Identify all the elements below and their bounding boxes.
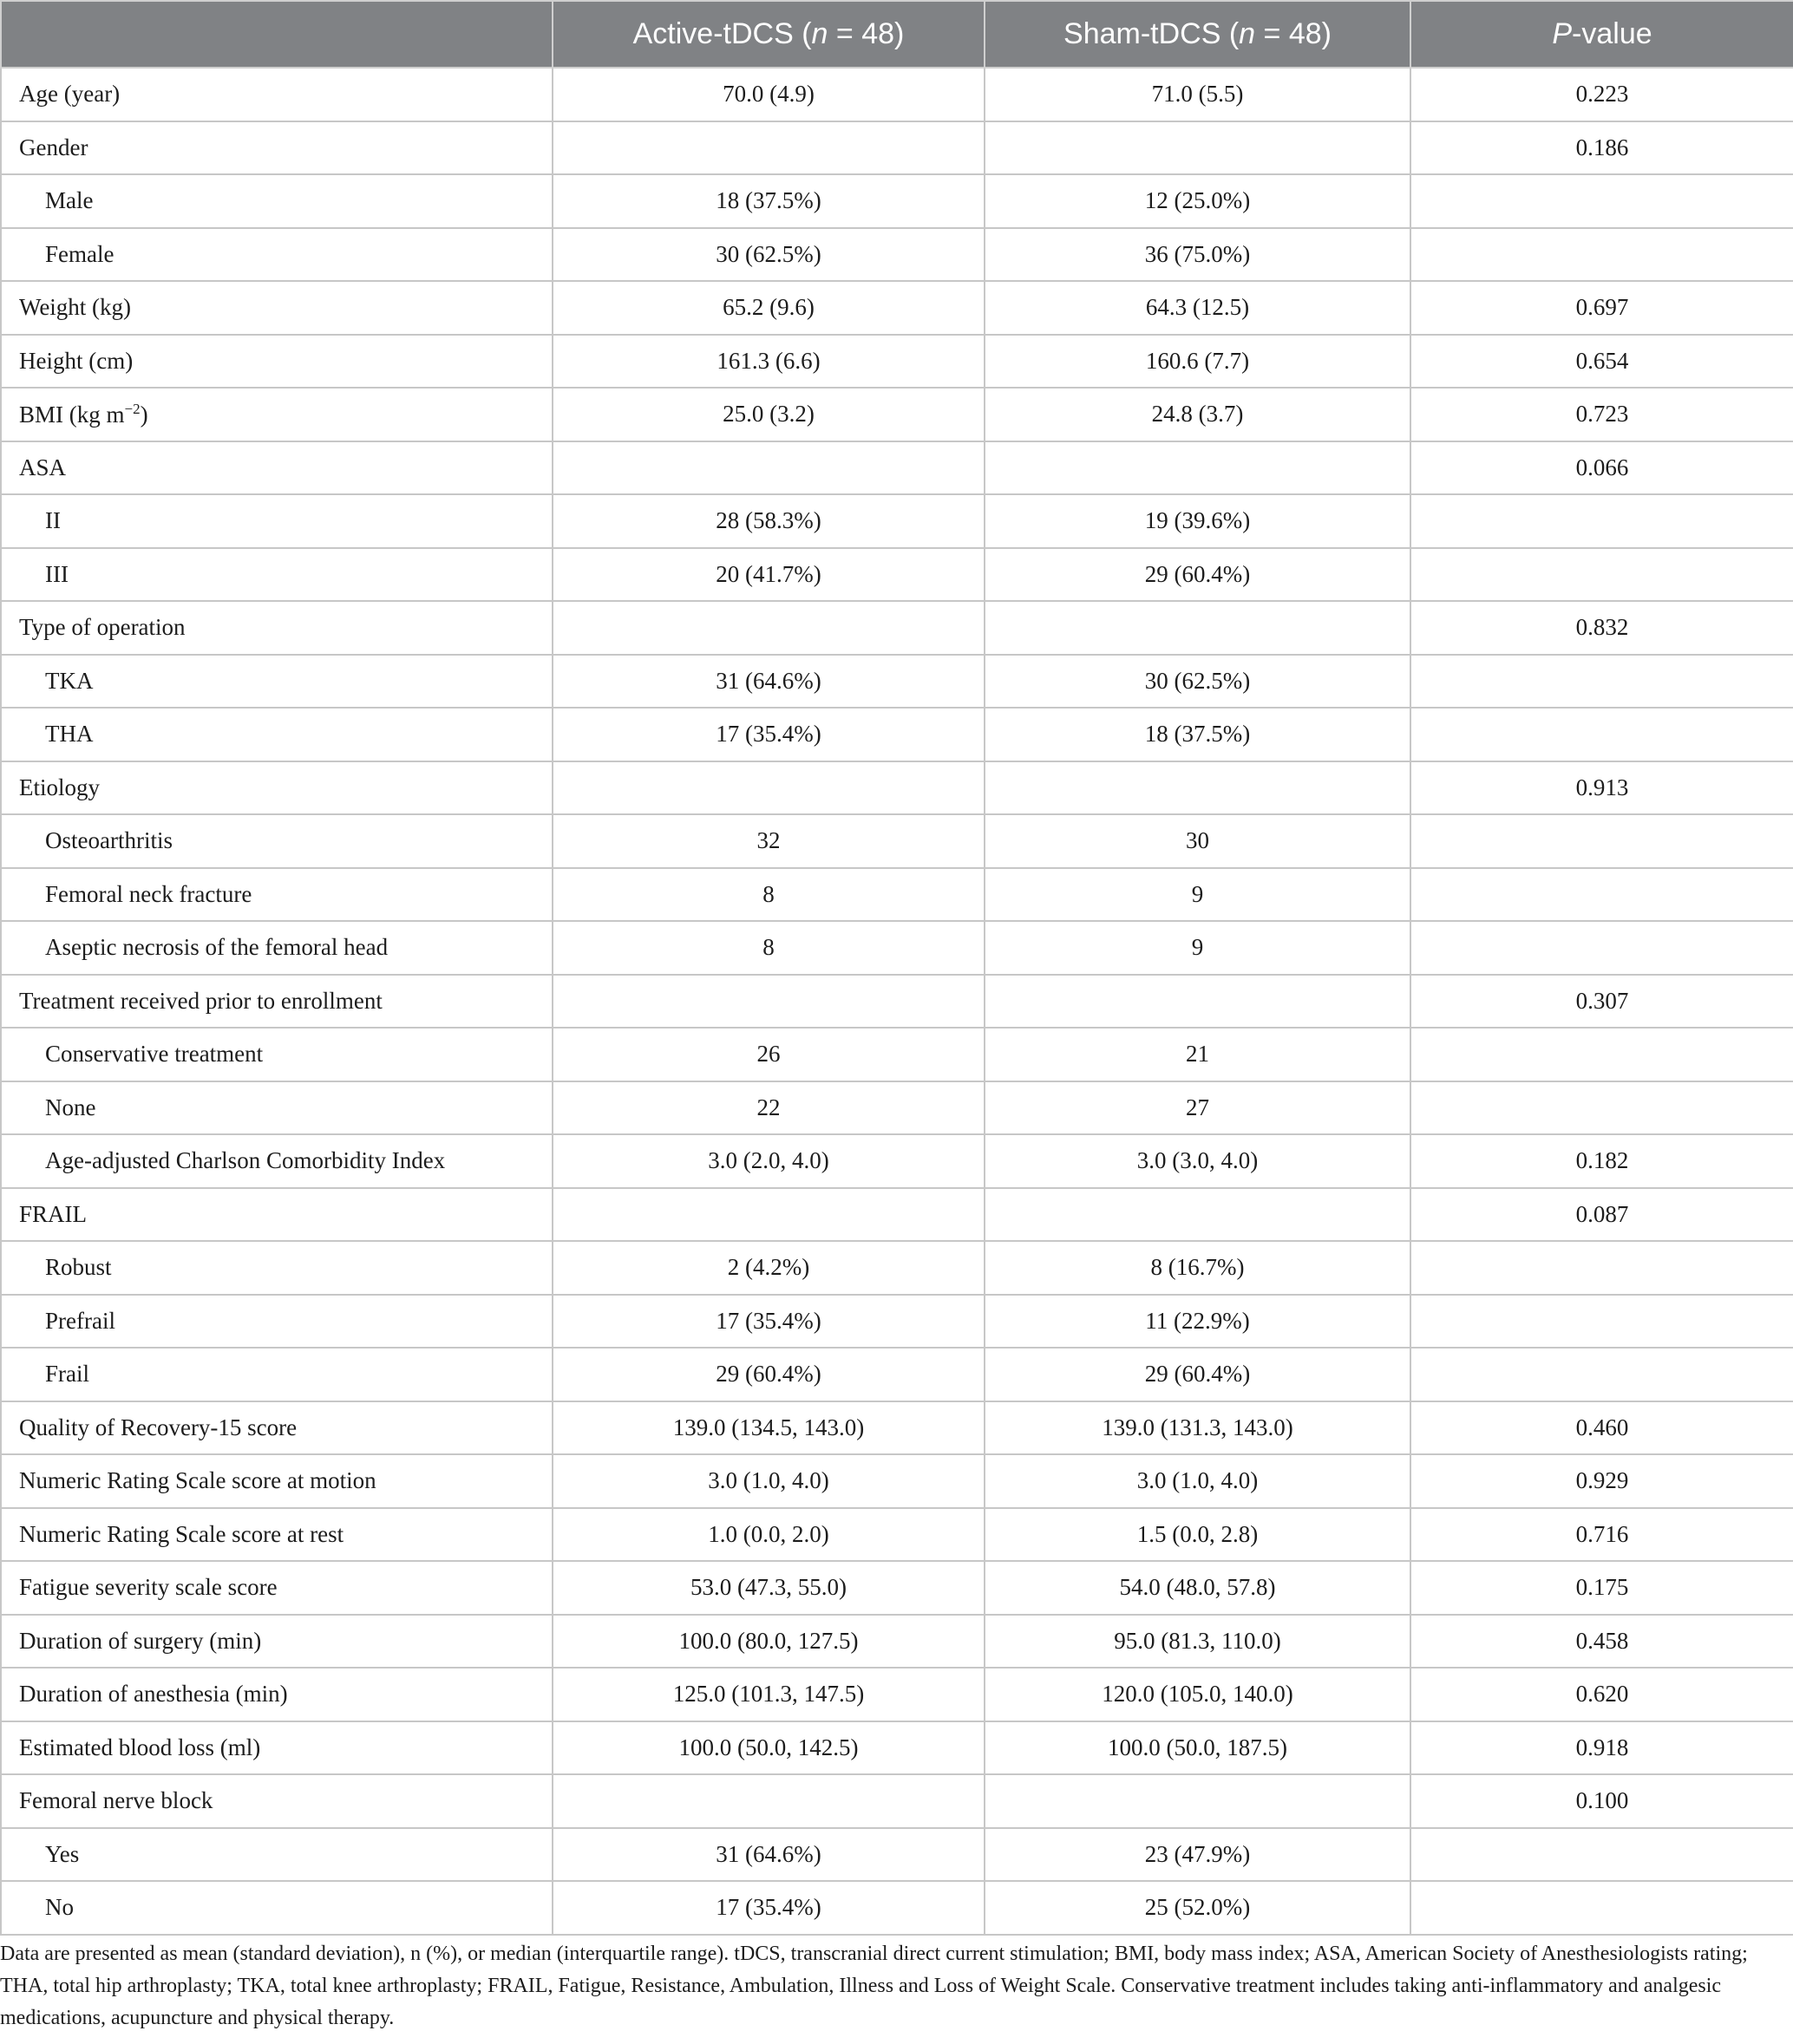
- row-label: II: [1, 494, 553, 548]
- active-value: 25.0 (3.2): [553, 388, 985, 441]
- sham-value: 1.5 (0.0, 2.8): [985, 1508, 1410, 1562]
- row-label: Frail: [1, 1348, 553, 1401]
- active-value: 28 (58.3%): [553, 494, 985, 548]
- sham-value: [985, 121, 1410, 175]
- sham-value: 29 (60.4%): [985, 1348, 1410, 1401]
- p-value: 0.723: [1410, 388, 1793, 441]
- header-p-suffix: -value: [1572, 17, 1652, 50]
- table-row: [1, 1561, 1793, 1615]
- sham-value: 29 (60.4%): [985, 548, 1410, 602]
- sham-value: 12 (25.0%): [985, 174, 1410, 228]
- sham-value: 8 (16.7%): [985, 1241, 1410, 1295]
- active-value: 30 (62.5%): [553, 228, 985, 282]
- row-label: Type of operation: [1, 601, 553, 655]
- active-value: [553, 1774, 985, 1828]
- row-label: TKA: [1, 655, 553, 709]
- row-label: Numeric Rating Scale score at motion: [1, 1454, 553, 1508]
- table-row: [1, 1188, 1793, 1242]
- header-sham-suffix: = 48): [1255, 17, 1332, 50]
- sham-value: 64.3 (12.5): [985, 281, 1410, 335]
- row-label: Conservative treatment: [1, 1028, 553, 1081]
- active-value: 18 (37.5%): [553, 174, 985, 228]
- row-label: Estimated blood loss (ml): [1, 1721, 553, 1775]
- sham-value: 3.0 (3.0, 4.0): [985, 1134, 1410, 1188]
- header-row: [1, 1, 1793, 68]
- header-variable: [1, 1, 553, 68]
- row-label: Robust: [1, 1241, 553, 1295]
- table-row: [1, 1028, 1793, 1081]
- active-value: 70.0 (4.9): [553, 68, 985, 121]
- active-value: [553, 975, 985, 1029]
- row-label: Aseptic necrosis of the femoral head: [1, 921, 553, 975]
- active-value: 100.0 (80.0, 127.5): [553, 1615, 985, 1669]
- p-value: [1410, 174, 1793, 228]
- sham-value: 9: [985, 868, 1410, 922]
- sham-value: 19 (39.6%): [985, 494, 1410, 548]
- row-label: Numeric Rating Scale score at rest: [1, 1508, 553, 1562]
- active-value: 22: [553, 1081, 985, 1135]
- sham-value: 9: [985, 921, 1410, 975]
- sham-value: 18 (37.5%): [985, 708, 1410, 761]
- row-label: Gender: [1, 121, 553, 175]
- active-value: 32: [553, 814, 985, 868]
- table-row: [1, 708, 1793, 761]
- row-label: Femoral nerve block: [1, 1774, 553, 1828]
- table-row: [1, 921, 1793, 975]
- p-value: [1410, 655, 1793, 709]
- table-row: [1, 228, 1793, 282]
- table-row: [1, 121, 1793, 175]
- p-value: 0.716: [1410, 1508, 1793, 1562]
- header-sham-tdcs: [985, 1, 1410, 68]
- table-row: [1, 335, 1793, 389]
- active-value: 2 (4.2%): [553, 1241, 985, 1295]
- table-row: [1, 1668, 1793, 1721]
- row-label: Treatment received prior to enrollment: [1, 975, 553, 1029]
- table-row: [1, 388, 1793, 441]
- active-value: 31 (64.6%): [553, 655, 985, 709]
- sham-value: 30 (62.5%): [985, 655, 1410, 709]
- row-label: Duration of anesthesia (min): [1, 1668, 553, 1721]
- row-label: III: [1, 548, 553, 602]
- table-row: [1, 1348, 1793, 1401]
- p-value: 0.913: [1410, 761, 1793, 815]
- table-row: [1, 868, 1793, 922]
- sham-value: 11 (22.9%): [985, 1295, 1410, 1349]
- p-value: [1410, 708, 1793, 761]
- row-label: Female: [1, 228, 553, 282]
- table-row: [1, 1134, 1793, 1188]
- sham-value: 139.0 (131.3, 143.0): [985, 1401, 1410, 1455]
- table-row: [1, 1241, 1793, 1295]
- table-row: [1, 1295, 1793, 1349]
- header-active-tdcs: [553, 1, 985, 68]
- row-label: Etiology: [1, 761, 553, 815]
- table-row: [1, 655, 1793, 709]
- row-label: ASA: [1, 441, 553, 495]
- p-value: 0.654: [1410, 335, 1793, 389]
- p-value: 0.087: [1410, 1188, 1793, 1242]
- table-row: [1, 1828, 1793, 1882]
- table-row: [1, 1881, 1793, 1935]
- p-value: 0.620: [1410, 1668, 1793, 1721]
- p-value: 0.832: [1410, 601, 1793, 655]
- p-value: [1410, 921, 1793, 975]
- active-value: 125.0 (101.3, 147.5): [553, 1668, 985, 1721]
- header-sham-prefix: Sham-tDCS (: [1063, 17, 1240, 50]
- active-value: 65.2 (9.6): [553, 281, 985, 335]
- row-label: FRAIL: [1, 1188, 553, 1242]
- sham-value: 54.0 (48.0, 57.8): [985, 1561, 1410, 1615]
- header-p-value: [1410, 1, 1793, 68]
- sham-value: [985, 1774, 1410, 1828]
- sham-value: 100.0 (50.0, 187.5): [985, 1721, 1410, 1775]
- sham-value: 3.0 (1.0, 4.0): [985, 1454, 1410, 1508]
- table-footnote: Data are presented as mean (standard deviation), n (%), or median (interquartile range). tDCS, transcranial direct current stimulation; BMI, body mass index; ASA, American Society of Anesthesiologists rating; THA, total hip arthroplasty; TKA, total knee arthroplasty; FRAIL, Fatigue, Resistance, Ambulation, Illness and Loss of Weight Scale. Conservative treatment includes taking anti-inflammatory and analgesic medications, acupuncture and physical therapy.: [0, 1943, 1748, 2029]
- active-value: [553, 1188, 985, 1242]
- sham-value: 23 (47.9%): [985, 1828, 1410, 1882]
- row-label: Femoral neck fracture: [1, 868, 553, 922]
- p-value: [1410, 868, 1793, 922]
- active-value: 17 (35.4%): [553, 1881, 985, 1935]
- sham-value: 27: [985, 1081, 1410, 1135]
- p-value: 0.929: [1410, 1454, 1793, 1508]
- sham-value: 160.6 (7.7): [985, 335, 1410, 389]
- row-label: Osteoarthritis: [1, 814, 553, 868]
- bmi-exponent: −2: [124, 400, 141, 417]
- p-value: 0.175: [1410, 1561, 1793, 1615]
- header-active-prefix: Active-tDCS (: [632, 17, 812, 50]
- p-value: [1410, 1081, 1793, 1135]
- sham-value: 30: [985, 814, 1410, 868]
- header-active-suffix: = 48): [828, 17, 905, 50]
- active-value: 20 (41.7%): [553, 548, 985, 602]
- table-row: [1, 601, 1793, 655]
- header-p-letter: P: [1552, 17, 1573, 50]
- p-value: [1410, 494, 1793, 548]
- p-value: 0.458: [1410, 1615, 1793, 1669]
- p-value: 0.307: [1410, 975, 1793, 1029]
- active-value: 100.0 (50.0, 142.5): [553, 1721, 985, 1775]
- active-value: 3.0 (2.0, 4.0): [553, 1134, 985, 1188]
- row-label: [1, 388, 553, 441]
- p-value: [1410, 228, 1793, 282]
- sham-value: [985, 761, 1410, 815]
- p-value: 0.066: [1410, 441, 1793, 495]
- active-value: 3.0 (1.0, 4.0): [553, 1454, 985, 1508]
- sham-value: 21: [985, 1028, 1410, 1081]
- table-row: [1, 1721, 1793, 1775]
- active-value: 8: [553, 868, 985, 922]
- p-value: [1410, 1828, 1793, 1882]
- p-value: 0.460: [1410, 1401, 1793, 1455]
- active-value: 31 (64.6%): [553, 1828, 985, 1882]
- sham-value: [985, 1188, 1410, 1242]
- active-value: 17 (35.4%): [553, 1295, 985, 1349]
- active-value: 139.0 (134.5, 143.0): [553, 1401, 985, 1455]
- p-value: 0.223: [1410, 68, 1793, 121]
- p-value: [1410, 1881, 1793, 1935]
- table-row: [1, 814, 1793, 868]
- table-row: [1, 1508, 1793, 1562]
- sham-value: [985, 601, 1410, 655]
- table-row: [1, 1454, 1793, 1508]
- p-value: [1410, 814, 1793, 868]
- active-value: 26: [553, 1028, 985, 1081]
- p-value: 0.697: [1410, 281, 1793, 335]
- row-label: Quality of Recovery-15 score: [1, 1401, 553, 1455]
- table-row: [1, 1615, 1793, 1669]
- sham-value: [985, 975, 1410, 1029]
- table-row: [1, 281, 1793, 335]
- p-value: 0.100: [1410, 1774, 1793, 1828]
- active-value: 1.0 (0.0, 2.0): [553, 1508, 985, 1562]
- sham-value: [985, 441, 1410, 495]
- table-row: [1, 761, 1793, 815]
- row-label: Male: [1, 174, 553, 228]
- active-value: [553, 761, 985, 815]
- p-value: [1410, 1028, 1793, 1081]
- row-label: Yes: [1, 1828, 553, 1882]
- table-row: [1, 494, 1793, 548]
- header-active-n: n: [811, 17, 828, 50]
- table-row: [1, 1774, 1793, 1828]
- active-value: 29 (60.4%): [553, 1348, 985, 1401]
- active-value: 17 (35.4%): [553, 708, 985, 761]
- table-row: [1, 1401, 1793, 1455]
- active-value: 8: [553, 921, 985, 975]
- sham-value: 120.0 (105.0, 140.0): [985, 1668, 1410, 1721]
- row-label: Weight (kg): [1, 281, 553, 335]
- bmi-label-tail: ): [140, 401, 148, 428]
- active-value: [553, 601, 985, 655]
- row-label: Prefrail: [1, 1295, 553, 1349]
- p-value: [1410, 1295, 1793, 1349]
- row-label: THA: [1, 708, 553, 761]
- row-label: No: [1, 1881, 553, 1935]
- active-value: [553, 441, 985, 495]
- table-row: [1, 975, 1793, 1029]
- p-value: 0.918: [1410, 1721, 1793, 1775]
- row-label: Fatigue severity scale score: [1, 1561, 553, 1615]
- p-value: [1410, 1241, 1793, 1295]
- p-value: 0.182: [1410, 1134, 1793, 1188]
- table-row: [1, 548, 1793, 602]
- sham-value: 36 (75.0%): [985, 228, 1410, 282]
- sham-value: 24.8 (3.7): [985, 388, 1410, 441]
- sham-value: 95.0 (81.3, 110.0): [985, 1615, 1410, 1669]
- header-sham-n: n: [1239, 17, 1256, 50]
- row-label: Age (year): [1, 68, 553, 121]
- table-row: [1, 68, 1793, 121]
- sham-value: 25 (52.0%): [985, 1881, 1410, 1935]
- bmi-label: BMI (kg m: [19, 401, 125, 428]
- table-row: [1, 441, 1793, 495]
- p-value: [1410, 1348, 1793, 1401]
- active-value: 161.3 (6.6): [553, 335, 985, 389]
- table-row: [1, 174, 1793, 228]
- row-label: None: [1, 1081, 553, 1135]
- row-label: Age-adjusted Charlson Comorbidity Index: [1, 1134, 553, 1188]
- p-value: 0.186: [1410, 121, 1793, 175]
- active-value: 53.0 (47.3, 55.0): [553, 1561, 985, 1615]
- row-label: Height (cm): [1, 335, 553, 389]
- active-value: [553, 121, 985, 175]
- sham-value: 71.0 (5.5): [985, 68, 1410, 121]
- table-row: [1, 1081, 1793, 1135]
- row-label: Duration of surgery (min): [1, 1615, 553, 1669]
- p-value: [1410, 548, 1793, 602]
